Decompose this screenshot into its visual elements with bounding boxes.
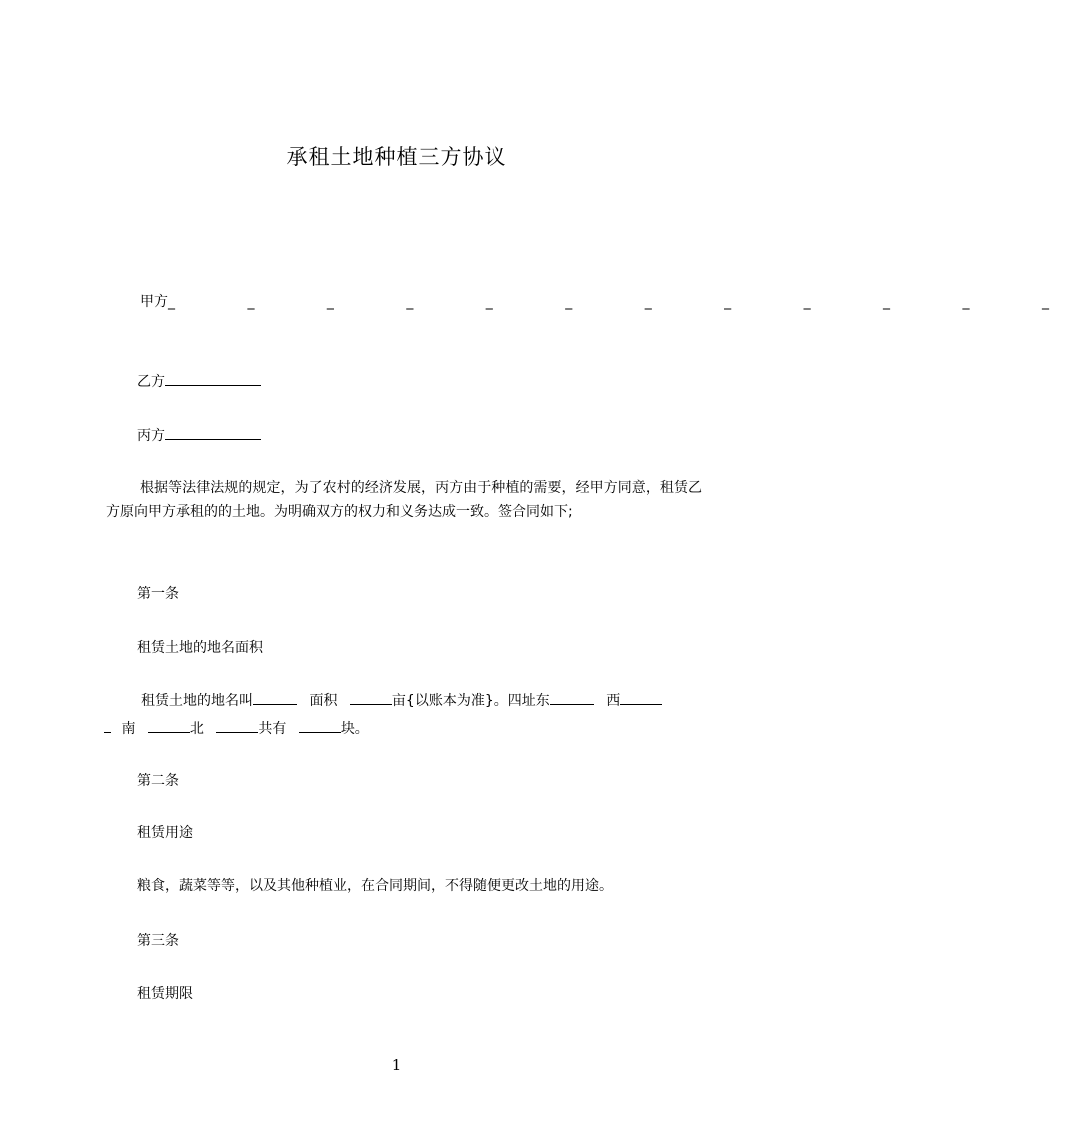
article-2-heading: 第二条 [137,773,179,789]
land-name-blank [253,690,297,705]
south-blank [148,718,190,733]
party-b-blank [165,371,261,386]
south-label: 南 [121,721,136,737]
document-title: 承租土地种植三方协议 [286,145,507,169]
article-3-subheading: 租赁期限 [137,986,193,1002]
party-a-label-char2: 方 [154,294,168,310]
article-1-line-2 [104,718,369,739]
party-a-line [140,292,1083,312]
article-1-line-1 [141,690,662,711]
west-blank [620,690,662,705]
party-a-blank: _ _ _ _ _ _ _ _ _ _ _ _ [168,294,1083,310]
west-label: 西 [606,693,621,709]
article-2-body: 粮食，蔬菜等等，以及其他种植业，在合同期间，不得随便更改土地的用途。 [137,878,613,894]
plot-unit: 块。 [340,721,369,737]
party-c-line [137,425,261,446]
north-label: 北 [189,721,204,737]
area-unit-and-east-label: 亩{以账本为准}。四址东 [391,693,550,709]
party-a-label-char1: 甲 [140,294,154,310]
article-1-subheading: 租赁土地的地名面积 [137,640,263,656]
east-blank [550,690,594,705]
total-label: 共有 [258,721,287,737]
area-blank [350,690,392,705]
article-1-heading: 第一条 [137,586,179,602]
area-label: 面积 [309,693,338,709]
west-blank-continued [104,718,111,733]
party-c-blank [165,425,261,440]
article-2-subheading: 租赁用途 [137,825,193,841]
intro-paragraph: 根据等法律法规的规定，为了农村的经济发展，丙方由于种植的需要，经甲方同意，租赁乙方原向甲方承租的的土地。为明确双方的权力和义务达成一致。签合同如下; [106,480,702,520]
page-number: 1 [391,1056,402,1074]
land-name-label: 租赁土地的地名叫 [141,693,253,709]
party-b-label: 乙方 [137,374,165,390]
party-b-line [137,371,261,392]
article-3-heading: 第三条 [137,933,179,949]
total-blank [299,718,341,733]
north-blank [216,718,258,733]
party-c-label: 丙方 [137,428,165,444]
